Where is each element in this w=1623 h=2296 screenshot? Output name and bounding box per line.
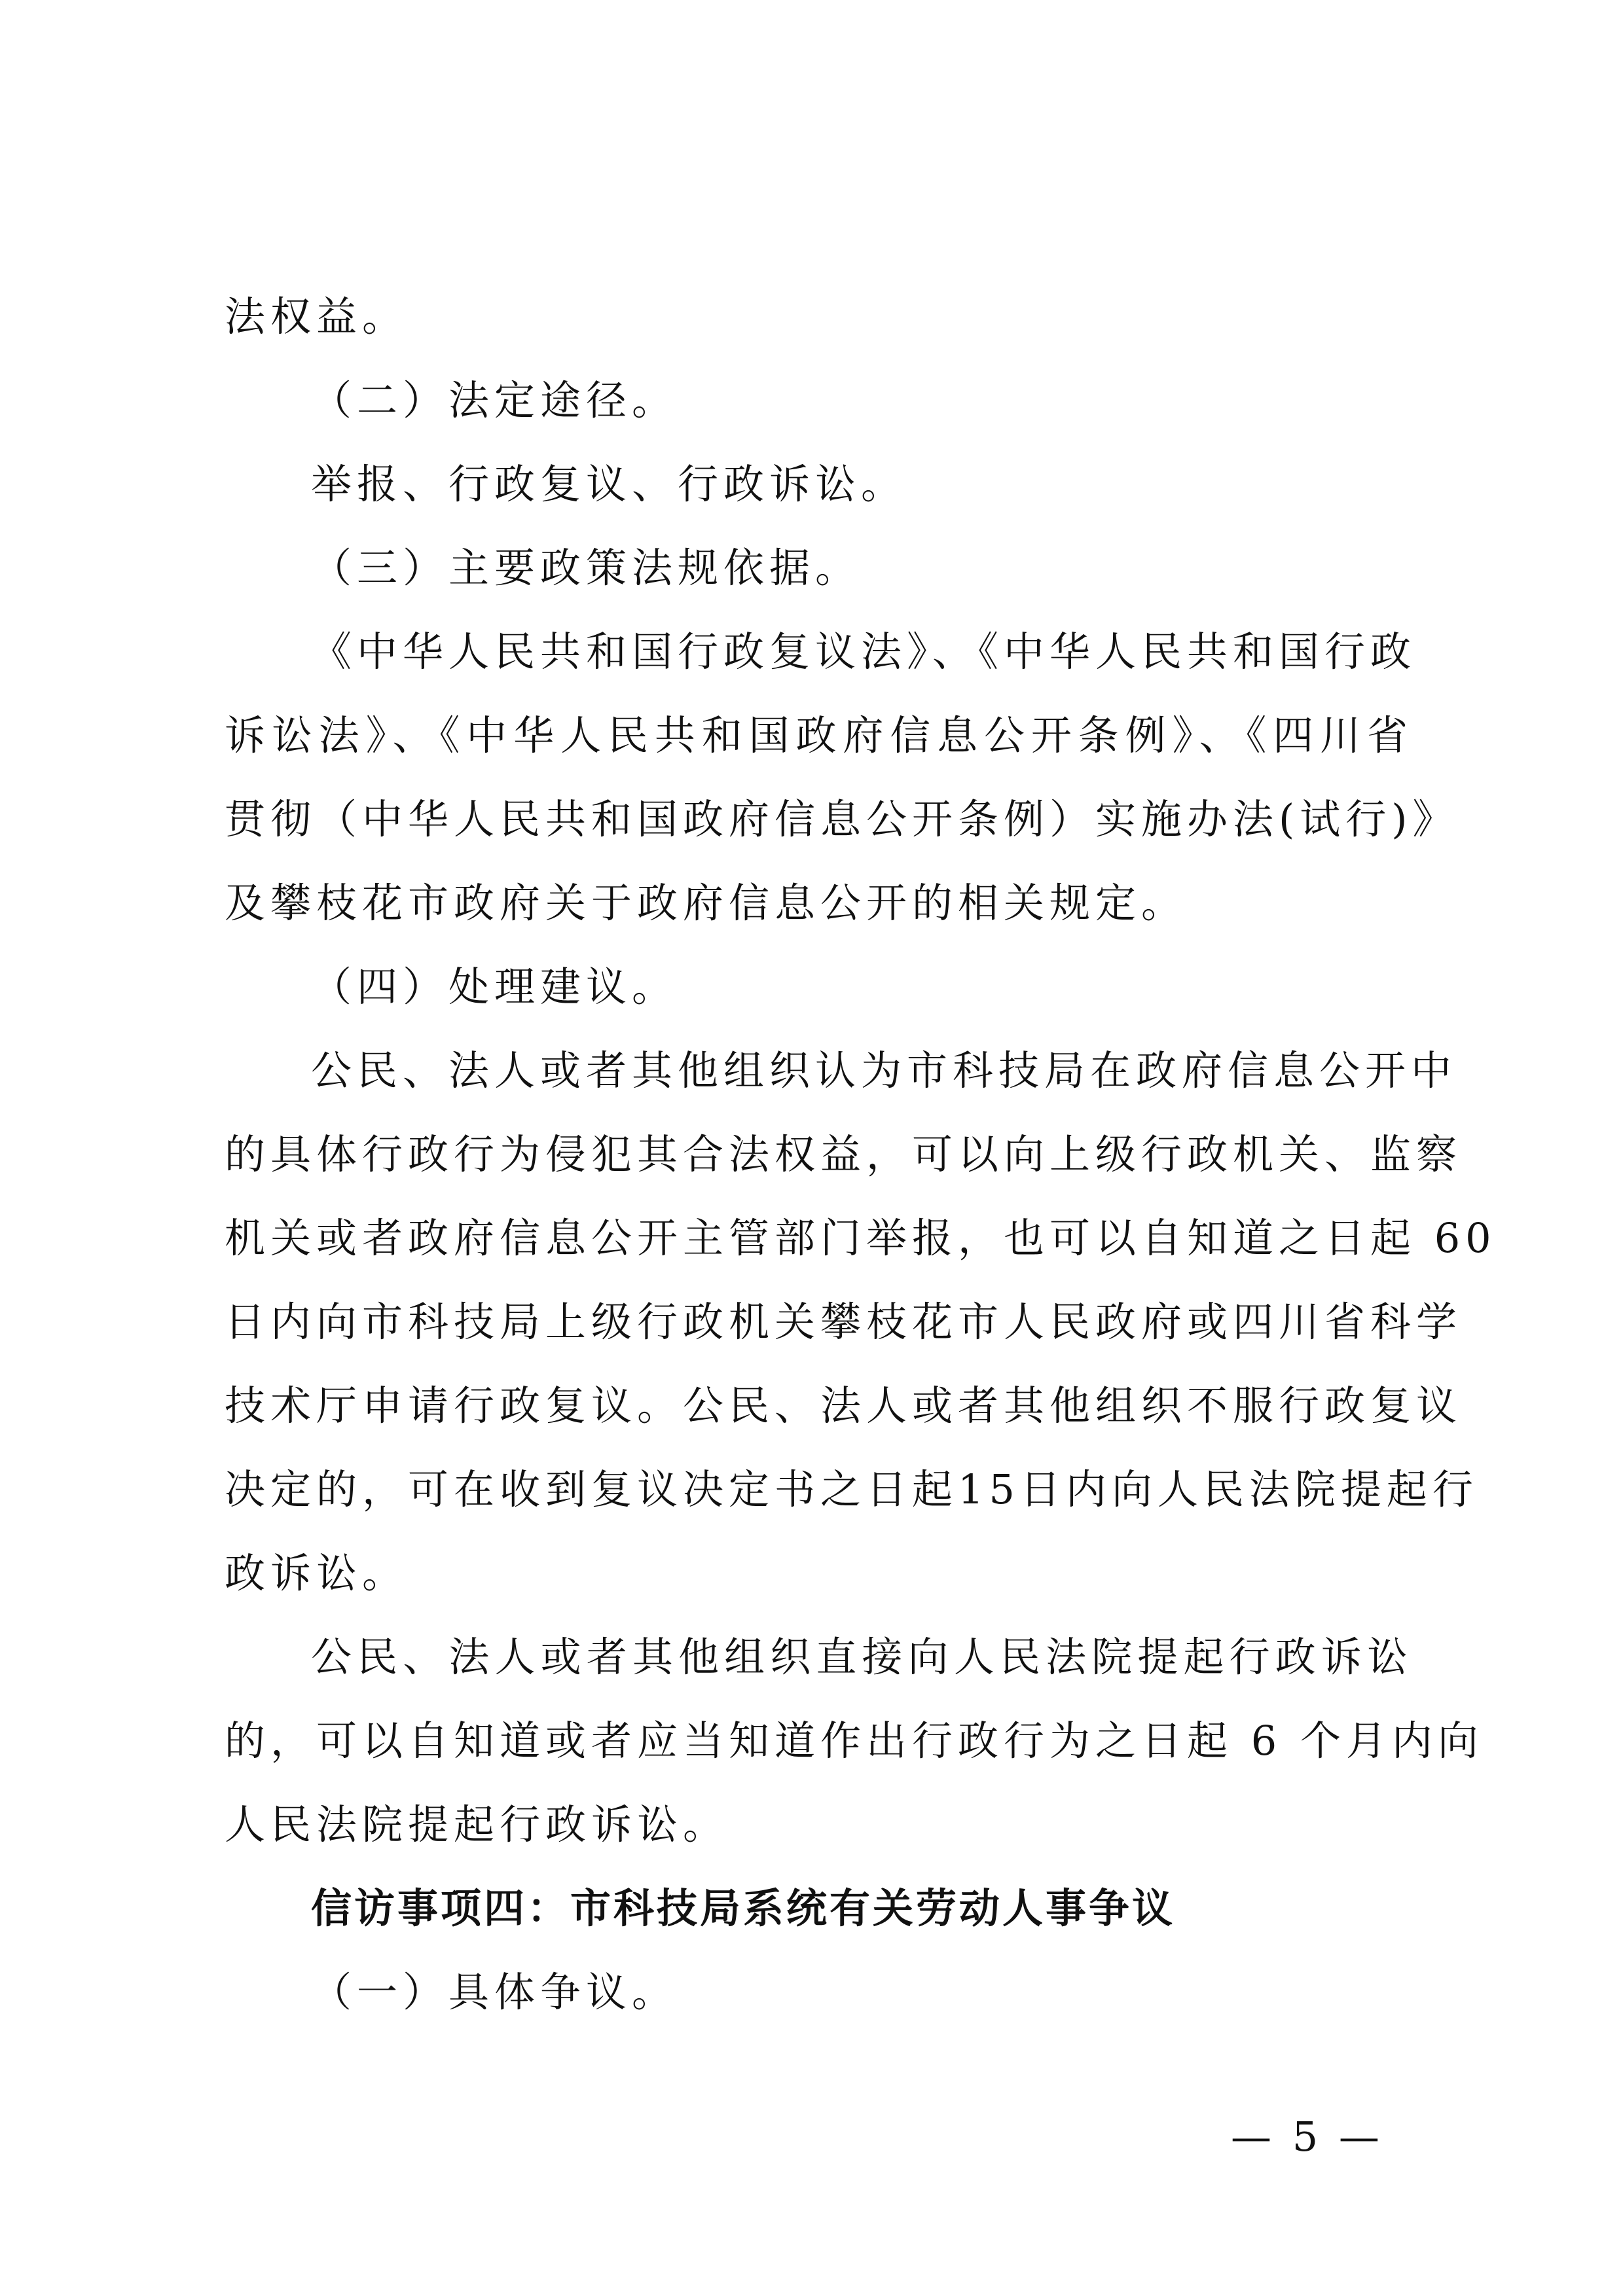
text-line: 政诉讼。: [225, 1549, 409, 1597]
subheading-legal-channels: （二）法定途径。: [311, 376, 678, 424]
text-line: 《中华人民共和国行政复议法》、《中华人民共和国行政: [311, 628, 1417, 675]
text-line: 贯彻（中华人民共和国政府信息公开条例）实施办法(试行)》: [225, 795, 1459, 843]
text-line-continuation: 法权益。: [225, 293, 409, 340]
text-line: 技术厅申请行政复议。公民、法人或者其他组织不服行政复议: [225, 1382, 1463, 1429]
text-line: 的，可以自知道或者应当知道作出行政行为之日起 6 个月内向: [225, 1717, 1484, 1765]
text-line: 公民、法人或者其他组织认为市科技局在政府信息公开中: [311, 1047, 1457, 1094]
text-line: 举报、行政复议、行政诉讼。: [311, 460, 907, 508]
text-line: 日内向市科技局上级行政机关攀枝花市人民政府或四川省科学: [225, 1298, 1463, 1346]
subheading-policy-basis: （三）主要政策法规依据。: [311, 544, 862, 592]
text-line: 的具体行政行为侵犯其合法权益，可以向上级行政机关、监察: [225, 1130, 1463, 1178]
text-line: 机关或者政府信息公开主管部门举报，也可以自知道之日起 60: [225, 1214, 1497, 1262]
text-line: 公民、法人或者其他组织直接向人民法院提起行政诉讼: [311, 1633, 1413, 1681]
subheading-specific-dispute: （一）具体争议。: [311, 1968, 678, 2016]
text-line: 及攀枝花市政府关于政府信息公开的相关规定。: [225, 879, 1188, 927]
subheading-handling-suggestions: （四）处理建议。: [311, 963, 678, 1011]
section-heading-petition-item-four: 信访事项四：市科技局系统有关劳动人事争议: [311, 1884, 1176, 1932]
document-body: [225, 275, 1497, 2034]
text-line: 决定的，可在收到复议决定书之日起15日内向人民法院提起行: [225, 1465, 1478, 1513]
page-number: — 5 —: [1231, 2113, 1383, 2161]
text-line: 诉讼法》、《中华人民共和国政府信息公开条例》、《四川省: [225, 711, 1413, 759]
text-line: 人民法院提起行政诉讼。: [225, 1801, 729, 1848]
